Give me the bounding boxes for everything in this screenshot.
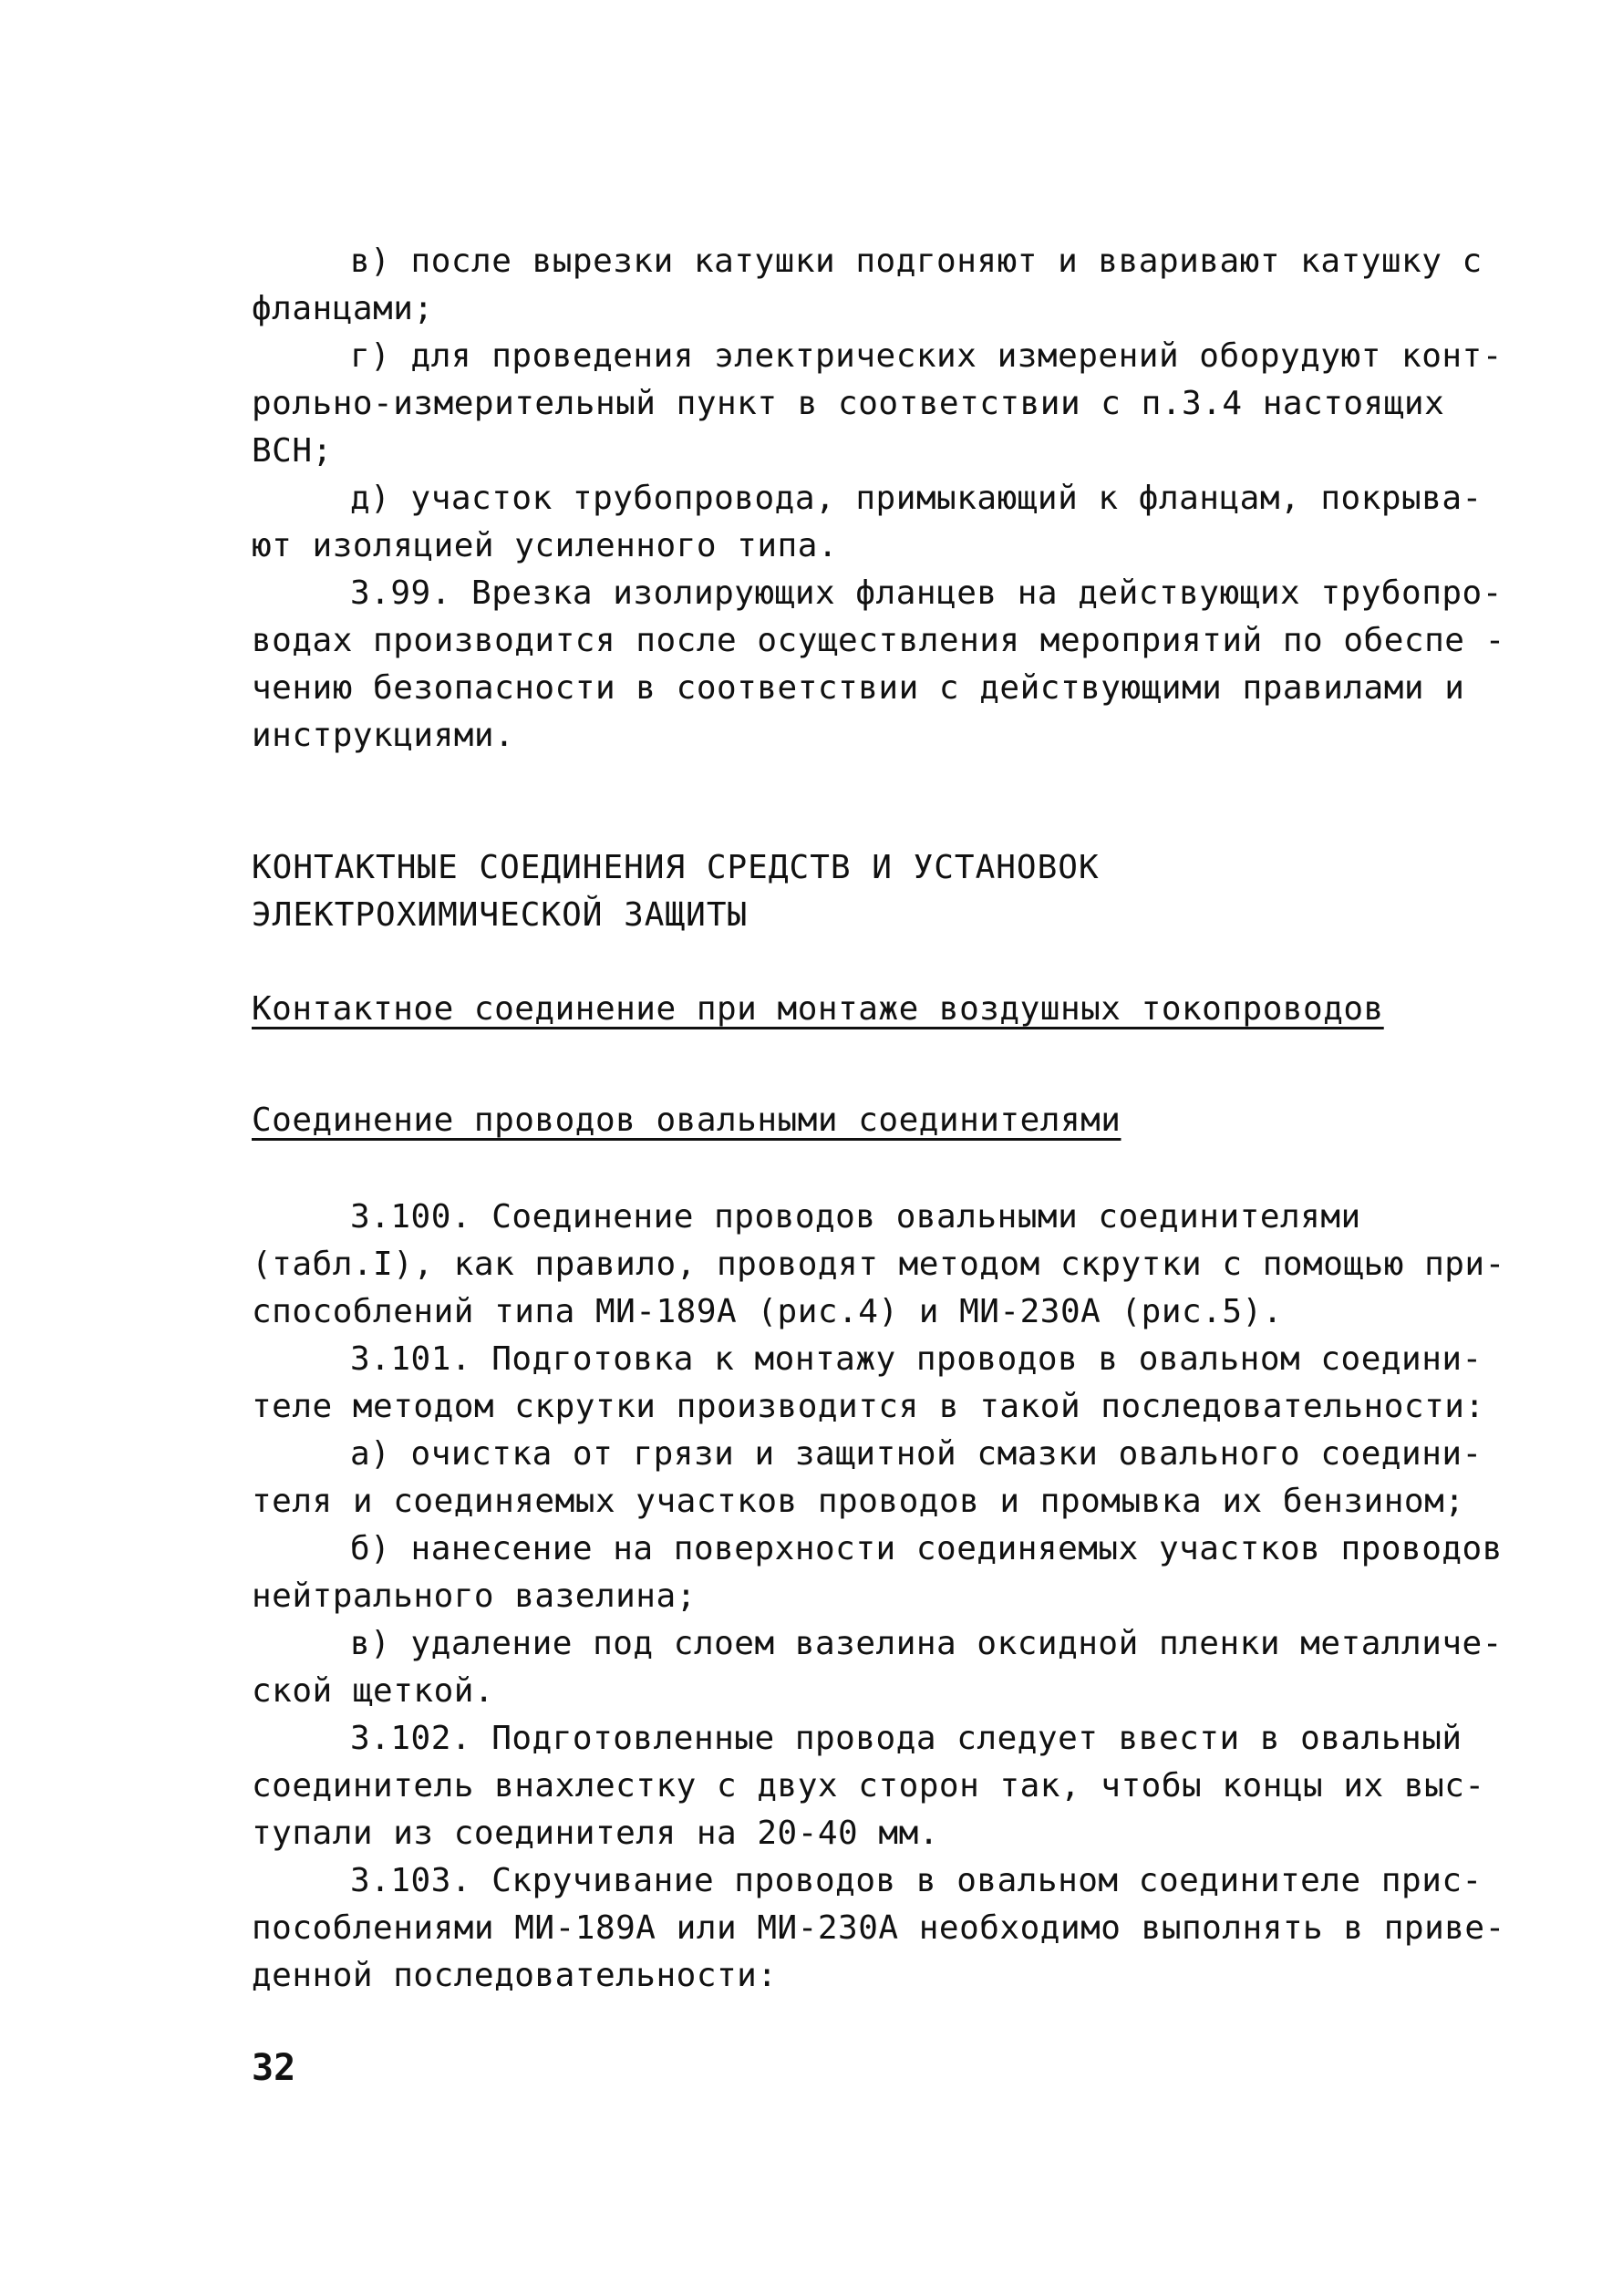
text-line: ской щеткой. — [252, 1672, 495, 1710]
text-line: ВСН; — [252, 432, 333, 470]
text-line: теля и соединяемых участков проводов и промывка их бензином; — [252, 1483, 1465, 1520]
text-line: чению безопасности в соответствии с действующими правилами и — [252, 669, 1465, 707]
text-line: рольно-измерительный пункт в соответствии с п.3.4 настоящих — [252, 385, 1445, 422]
text-line: водах производится после осуществления мероприятий по обеспе - — [252, 622, 1505, 659]
section-heading-line-2: ЭЛЕКТРОХИМИЧЕСКОЙ ЗАЩИТЫ — [252, 896, 749, 934]
text-line: способлений типа МИ-189А (рис.4) и МИ-230А (рис.5). — [252, 1293, 1283, 1330]
text-line: тупали из соединителя на 20-40 мм. — [252, 1815, 939, 1852]
text-line: нейтрального вазелина; — [252, 1577, 697, 1615]
text-line: г) для проведения электрических измерений оборудуют конт- — [350, 337, 1503, 375]
text-line: а) очистка от грязи и защитной смазки овального соедини- — [350, 1435, 1483, 1473]
text-line: соединитель внахлестку с двух сторон так, чтобы концы их выс- — [252, 1767, 1485, 1805]
text-line: денной последовательности: — [252, 1957, 778, 1994]
page-number: 32 — [252, 2047, 296, 2089]
text-line: д) участок трубопровода, примыкающий к фланцам, покрыва- — [350, 480, 1483, 517]
text-line: ют изоляцией усиленного типа. — [252, 527, 839, 564]
text-line: пособлениями МИ-189А или МИ-230А необходимо выполнять в приве- — [252, 1909, 1505, 1947]
subheading-contact-connection: Контактное соединение при монтаже воздушных токопроводов — [252, 990, 1384, 1028]
text-line: (табл.I), как правило, проводят методом скрутки с помощью при- — [252, 1246, 1505, 1283]
text-line: фланцами; — [252, 290, 434, 327]
text-line: инструкциями. — [252, 717, 515, 754]
subheading-oval-connectors: Соединение проводов овальными соединителями — [252, 1101, 1121, 1139]
text-line: 3.101. Подготовка к монтажу проводов в овальном соедини- — [350, 1340, 1483, 1378]
text-line: 3.103. Скручивание проводов в овальном соединителе прис- — [350, 1862, 1483, 1899]
text-line: в) удаление под слоем вазелина оксидной пленки металличе- — [350, 1625, 1503, 1662]
text-line: теле методом скрутки производится в такой последовательности: — [252, 1388, 1485, 1425]
section-heading-line-1: КОНТАКТНЫЕ СОЕДИНЕНИЯ СРЕДСТВ И УСТАНОВОК — [252, 849, 1100, 886]
text-line: 3.99. Врезка изолирующих фланцев на действующих трубопро- — [350, 574, 1503, 612]
text-line: 3.100. Соединение проводов овальными соединителями — [350, 1198, 1361, 1236]
text-line: в) после вырезки катушки подгоняют и вваривают катушку с — [350, 243, 1483, 280]
text-line: б) нанесение на поверхности соединяемых участков проводов — [350, 1530, 1503, 1567]
text-line: 3.102. Подготовленные провода следует ввести в овальный — [350, 1720, 1462, 1757]
